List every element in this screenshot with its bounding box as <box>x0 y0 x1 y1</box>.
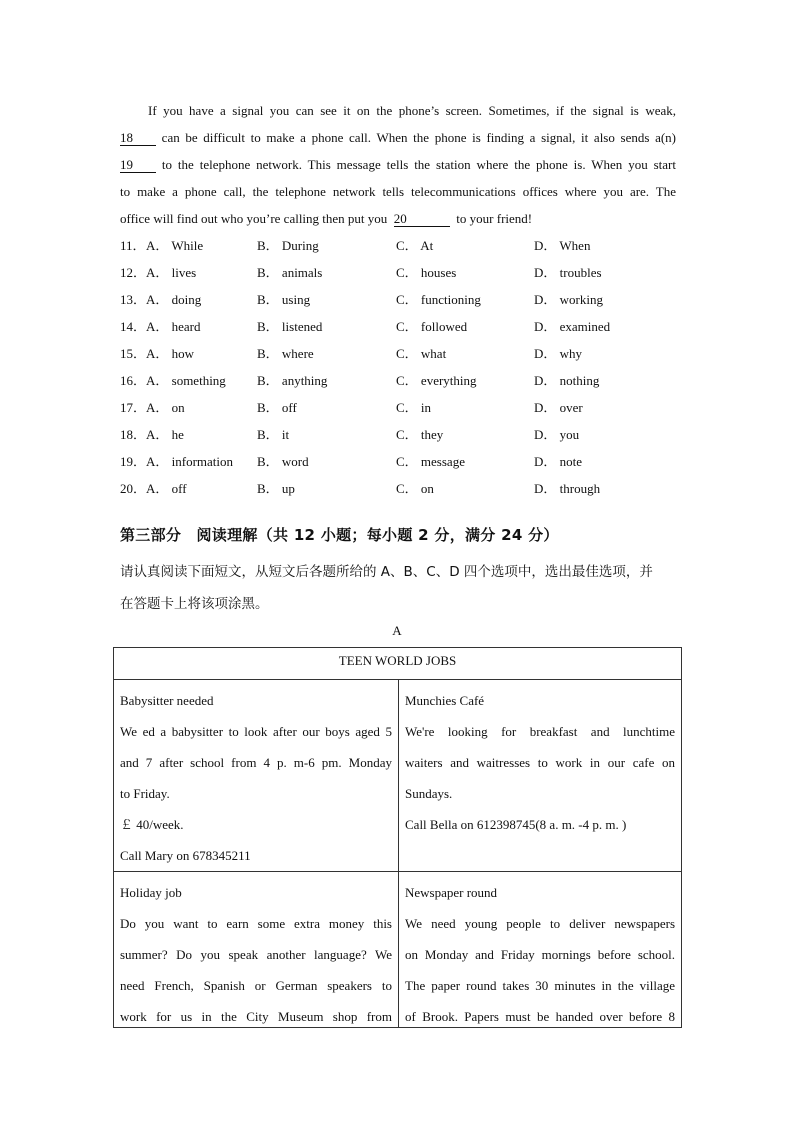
option-c: C． functioning <box>396 292 481 307</box>
option-c: C． everything <box>396 373 477 388</box>
option-d: D． you <box>534 427 580 442</box>
blank-20: 20 <box>394 212 450 227</box>
question-number: 15． <box>120 346 147 361</box>
passage-text: to the telephone network. This message tells the station where the phone is. When you start <box>161 157 676 172</box>
table-heading: TEEN WORLD JOBS <box>114 648 682 680</box>
option-b: B． up <box>257 481 295 496</box>
passage-line: If you have a signal you can see it on the phone’s screen. Sometimes, if the signal is weak, <box>148 103 676 118</box>
question-number: 17． <box>120 400 147 415</box>
blank-19: 19 <box>120 158 156 173</box>
option-b: B． using <box>257 292 311 307</box>
option-c: C． on <box>396 481 434 496</box>
job-text: Do you want to earn some extra money this <box>120 916 392 931</box>
passage-line <box>120 151 676 178</box>
job-text: of Brook. Papers must be handed over before 8 <box>405 1009 676 1024</box>
option-c: C． in <box>396 400 432 415</box>
option-row <box>120 286 680 313</box>
job-ad-munchies <box>399 680 682 872</box>
option-d: D． over <box>534 400 583 415</box>
option-a: A． While <box>146 238 204 253</box>
job-text: and 7 after school from 4 p. m-6 pm. Monday <box>120 755 392 770</box>
option-row <box>120 421 680 448</box>
option-a: A． on <box>146 400 185 415</box>
job-text: need French, Spanish or German speakers to <box>120 978 392 993</box>
job-contact: Call Mary on 678345211 <box>120 848 251 863</box>
question-number: 20． <box>120 481 147 496</box>
option-c: C． what <box>396 346 447 361</box>
job-text: on Monday and Friday mornings before school. <box>405 947 676 962</box>
passage-label: A <box>392 623 402 638</box>
option-d: D． through <box>534 481 601 496</box>
option-a: A． information <box>146 454 234 469</box>
option-a: A． heard <box>146 319 201 334</box>
job-text: Sundays. <box>405 786 453 801</box>
job-title: Holiday job <box>120 885 182 900</box>
job-text: We need young people to deliver newspapers <box>405 916 676 931</box>
job-text: We ed a babysitter to look after our boys aged 5 <box>120 724 392 739</box>
option-a: A． he <box>146 427 184 442</box>
job-title: Babysitter needed <box>120 693 214 708</box>
job-text: The paper round takes 30 minutes in the village <box>405 978 676 993</box>
job-title: Munchies Café <box>405 693 485 708</box>
option-b: B． off <box>257 400 297 415</box>
question-number: 12． <box>120 265 147 280</box>
section-title: 第三部分 阅读理解（共 12 小题；每小题 2 分，满分 24 分） <box>120 526 559 544</box>
blank-18: 18 <box>120 131 156 146</box>
passage-text: office will find out who you’re calling then put you <box>120 211 388 226</box>
jobs-table <box>113 647 682 1028</box>
option-a: A． how <box>146 346 195 361</box>
passage-line: to make a phone call, the telephone network tells telecommunications offices where you are. The <box>120 184 676 199</box>
option-b: B． animals <box>257 265 323 280</box>
question-number: 14． <box>120 319 147 334</box>
option-d: D． troubles <box>534 265 602 280</box>
option-row <box>120 232 680 259</box>
job-ad-newspaper <box>399 872 682 1028</box>
option-d: D． When <box>534 238 591 253</box>
cloze-passage <box>120 97 676 232</box>
question-number: 13． <box>120 292 147 307</box>
job-pay: ￡ 40/week. <box>120 817 184 832</box>
passage-line <box>120 124 676 151</box>
section-instruction: 请认真阅读下面短文，从短文后各题所给的 A、B、C、D 四个选项中，选出最佳选项，并 <box>120 564 653 580</box>
option-c: C． they <box>396 427 444 442</box>
option-d: D． why <box>534 346 583 361</box>
option-b: B． it <box>257 427 290 442</box>
option-row <box>120 367 680 394</box>
answer-options <box>120 232 680 502</box>
option-row <box>120 394 680 421</box>
option-d: D． nothing <box>534 373 600 388</box>
option-row <box>120 475 680 502</box>
question-number: 18． <box>120 427 147 442</box>
option-row <box>120 340 680 367</box>
option-d: D． note <box>534 454 583 469</box>
job-title: Newspaper round <box>405 885 498 900</box>
question-number: 11． <box>120 238 146 253</box>
option-b: B． where <box>257 346 314 361</box>
passage-line <box>120 205 676 232</box>
option-b: B． word <box>257 454 309 469</box>
option-row <box>120 448 680 475</box>
option-b: B． anything <box>257 373 328 388</box>
option-c: C． followed <box>396 319 468 334</box>
option-d: D． working <box>534 292 603 307</box>
job-text: We're looking for breakfast and lunchtime <box>405 724 676 739</box>
job-text: summer? Do you speak another language? We <box>120 947 392 962</box>
option-c: C． message <box>396 454 465 469</box>
job-contact: Call Bella on 612398745(8 a. m. -4 p. m. ) <box>405 817 627 832</box>
option-a: A． something <box>146 373 226 388</box>
option-d: D． examined <box>534 319 611 334</box>
question-number: 19． <box>120 454 147 469</box>
option-row <box>120 259 680 286</box>
job-text: to Friday. <box>120 786 170 801</box>
job-text: work for us in the City Museum shop from <box>120 1009 392 1024</box>
section-instruction: 在答题卡上将该项涂黑。 <box>120 596 269 612</box>
passage-text: to your friend! <box>456 211 533 226</box>
job-ad-holiday <box>114 872 399 1028</box>
passage-text: can be difficult to make a phone call. When the phone is finding a signal, it also sends a(n) <box>161 130 677 145</box>
question-number: 16． <box>120 373 147 388</box>
option-b: B． listened <box>257 319 323 334</box>
option-a: A． doing <box>146 292 202 307</box>
option-a: A． off <box>146 481 187 496</box>
job-text: waiters and waitresses to work in our cafe on <box>405 755 676 770</box>
option-c: C． houses <box>396 265 457 280</box>
job-ad-babysitter <box>114 680 399 872</box>
option-c: C． At <box>396 238 434 253</box>
option-a: A． lives <box>146 265 197 280</box>
option-row <box>120 313 680 340</box>
option-b: B． During <box>257 238 319 253</box>
